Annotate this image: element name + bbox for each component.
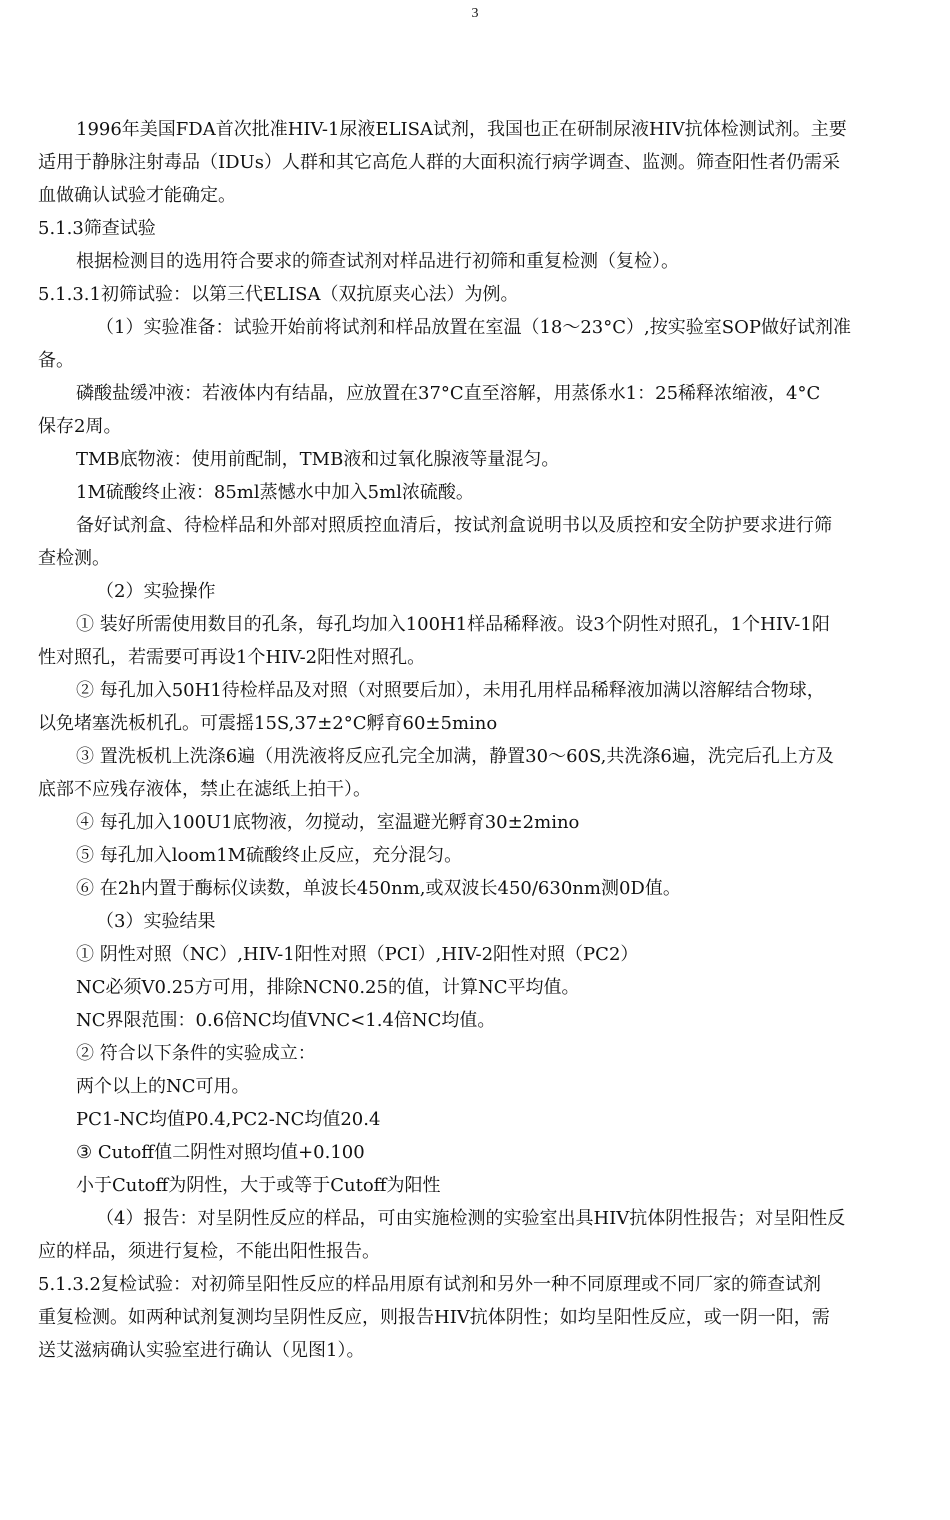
- step-line: ⑥ 在2h内置于酶标仪读数，单波长450nm,或双波长450/630nm测0D值。: [76, 878, 681, 899]
- result-line: 小于Cutoff为阴性，大于或等于Cutoff为阳性: [76, 1175, 441, 1196]
- paragraph-line: TMB底物液：使用前配制，TMB液和过氧化腺液等量混匀。: [76, 449, 560, 470]
- paragraph-line: 1M硫酸终止液：85ml蒸憾水中加入5ml浓硫酸。: [76, 482, 474, 503]
- result-line: ① 阴性对照（NC）,HIV-1阳性对照（PCI）,HIV-2阳性对照（PC2）: [76, 944, 639, 965]
- paragraph-line: 根据检测目的选用符合要求的筛查试剂对样品进行初筛和重复检测（复检）。: [76, 251, 679, 272]
- paragraph-line: 保存2周。: [38, 416, 122, 437]
- step-line: ⑤ 每孔加入loom1M硫酸终止反应，充分混匀。: [76, 845, 463, 866]
- paragraph-line: 应的样品，须进行复检，不能出阳性报告。: [38, 1241, 380, 1262]
- step-line: 性对照孔，若需要可再设1个HIV-2阳性对照孔。: [38, 647, 426, 668]
- paragraph-line: 血做确认试验才能确定。: [38, 185, 236, 206]
- paragraph-line: 1996年美国FDA首次批准HIV-1尿液ELISA试剂，我国也正在研制尿液HIV抗体检测试剂。主要: [76, 119, 847, 140]
- paragraph-line: 磷酸盐缓冲液：若液体内有结晶，应放置在37°C直至溶解，用蒸係水1：25稀释浓缩液，4°C: [76, 383, 821, 404]
- result-line: PC1-NC均值P0.4,PC2-NC均值20.4: [76, 1109, 381, 1130]
- step-line: ③ 置洗板机上洗涤6遍（用洗液将反应孔完全加满，静置30〜60S,共洗涤6遍，洗完后孔上方及: [76, 746, 834, 767]
- result-line: NC必须V0.25方可用，排除NCN0.25的值，计算NC平均值。: [76, 977, 580, 998]
- paragraph-line: （1）实验准备：试验开始前将试剂和样品放置在室温（18〜23°C）,按实验室SOP做好试剂准: [96, 317, 851, 338]
- paragraph-line: 备。: [38, 350, 74, 371]
- paragraph-line: 查检测。: [38, 548, 110, 569]
- page-number: 3: [471, 6, 479, 21]
- step-line: ④ 每孔加入100U1底物液，勿搅动，室温避光孵育30±2mino: [76, 812, 580, 833]
- result-line: NC界限范围：0.6倍NC均值VNC<1.4倍NC均值。: [76, 1010, 496, 1031]
- result-line: ③ Cutoff值二阴性对照均值+0.100: [76, 1142, 365, 1163]
- step-line: 底部不应残存液体，禁止在滤纸上拍干）。: [38, 779, 371, 800]
- result-line: 两个以上的NC可用。: [76, 1076, 250, 1097]
- subsection-heading: （3）实验结果: [96, 911, 216, 932]
- paragraph-line: 适用于静脉注射毒品（IDUs）人群和其它高危人群的大面积流行病学调查、监测。筛查阳性者仍需采: [38, 152, 840, 173]
- step-line: ② 每孔加入50H1待检样品及对照（对照要后加），未用孔用样品稀释液加满以溶解结合物球，: [76, 680, 825, 701]
- paragraph-line: 重复检测。如两种试剂复测均呈阴性反应，则报告HIV抗体阴性；如均呈阳性反应，或一阴一阳，需: [38, 1307, 830, 1328]
- step-line: ① 装好所需使用数目的孔条，每孔均加入100H1样品稀释液。设3个阴性对照孔，1个HIV-1阳: [76, 614, 830, 635]
- document-body: [38, 113, 914, 1367]
- subsection-heading: （2）实验操作: [96, 581, 216, 602]
- paragraph-line: 送艾滋病确认实验室进行确认（见图1）。: [38, 1340, 365, 1361]
- paragraph-line: 备好试剂盒、待检样品和外部对照质控血清后，按试剂盒说明书以及质控和安全防护要求进行筛: [76, 515, 832, 536]
- step-line: 以免堵塞洗板机孔。可震摇15S,37±2°C孵育60±5mino: [38, 713, 498, 734]
- section-heading: 5.1.3筛查试验: [38, 218, 156, 239]
- section-heading: 5.1.3.1初筛试验：以第三代ELISA（双抗原夹心法）为例。: [38, 284, 519, 305]
- section-heading: 5.1.3.2复检试验：对初筛呈阳性反应的样品用原有试剂和另外一种不同原理或不同厂家的筛查试剂: [38, 1274, 821, 1295]
- result-line: ② 符合以下条件的实验成立：: [76, 1043, 316, 1064]
- paragraph-line: （4）报告：对呈阴性反应的样品，可由实施检测的实验室出具HIV抗体阴性报告；对呈阳性反: [96, 1208, 846, 1229]
